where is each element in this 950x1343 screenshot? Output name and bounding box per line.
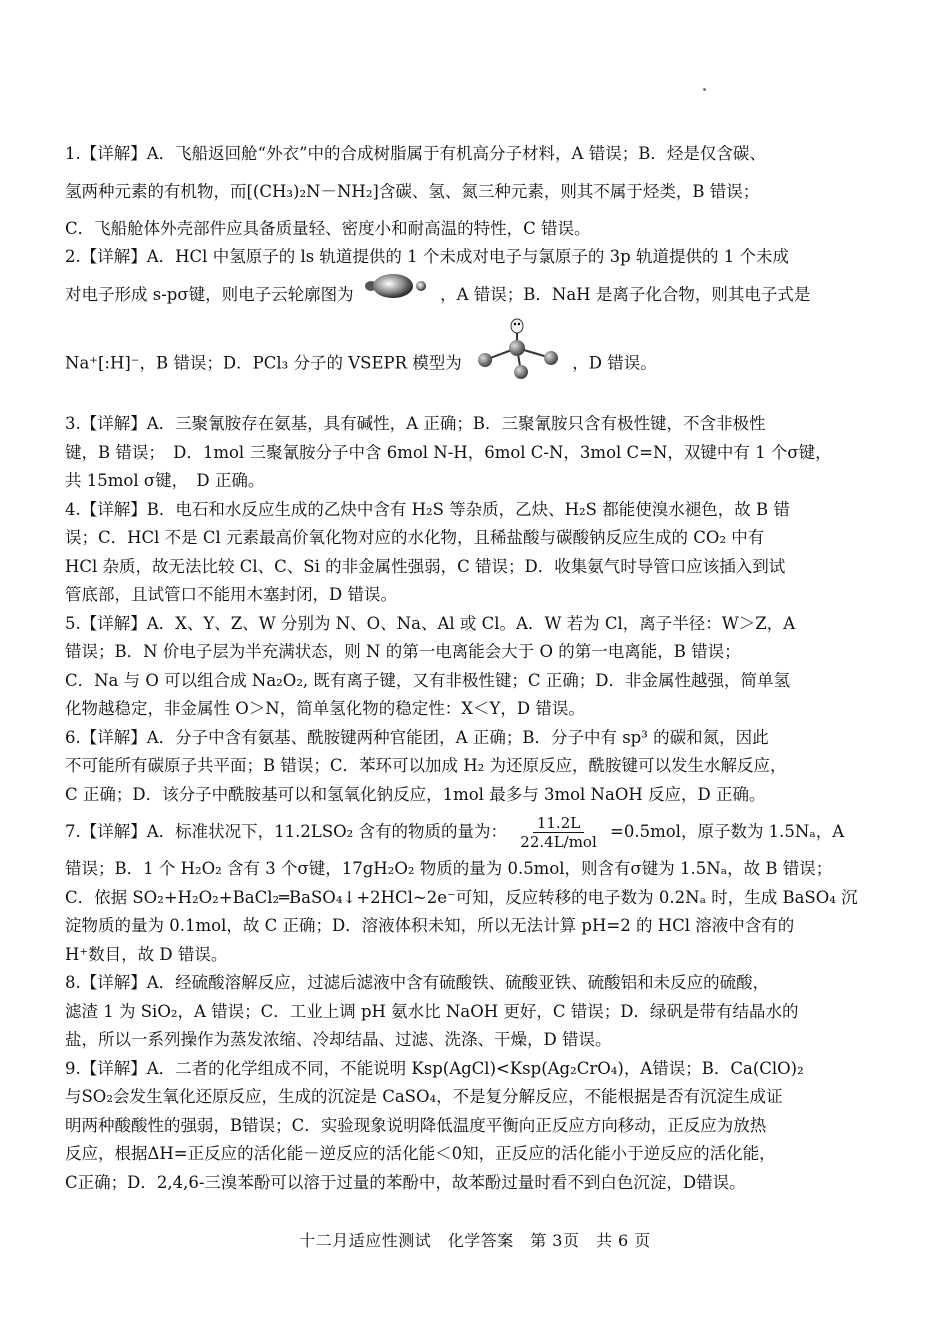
q7-line-2: 错误；B．1 个 H₂O₂ 含有 3 个σ键，17gH₂O₂ 物质的量为 0.5mol，则含有σ键为 1.5Nₐ，故 B 错误； bbox=[65, 859, 833, 878]
answer-content bbox=[65, 140, 885, 1197]
q2-line-3-text-b: ，D 错误。 bbox=[572, 353, 657, 373]
q4-line-1: 4.【详解】B．电石和水反应生成的乙炔中含有 H₂S 等杂质，乙炔、H₂S 都能使溴水褪色，故 B 错 bbox=[65, 499, 790, 519]
q7-line-1-text-b: =0.5mol，原子数为 1.5Nₐ，A bbox=[610, 822, 845, 841]
fraction-numerator: 11.2L bbox=[533, 814, 584, 833]
q6-line-1: 6.【详解】A．分子中含有氨基、酰胺键两种官能团，A 正确；B．分子中有 sp³ 的碳和氮，因此 bbox=[65, 727, 769, 747]
electron-cloud-diagram bbox=[363, 272, 431, 318]
q9-line-2: 与SO₂会发生氧化还原反应，生成的沉淀是 CaSO₄，不是复分解反应，不能根据是否有沉淀生成证 bbox=[65, 1087, 783, 1106]
q5-line-1: 5.【详解】A．X、Y、Z、W 分别为 N、O、Na、Al 或 Cl。A．W 若为 Cl，离子半径：W＞Z，A bbox=[65, 613, 796, 633]
q8-line-1: 8.【详解】A．经硫酸溶解反应，过滤后滤液中含有硫酸铁、硫酸亚铁、硫酸铝和未反应的硫酸， bbox=[65, 973, 770, 992]
q8-line-2: 滤渣 1 为 SiO₂，A 错误；C．工业上调 pH 氨水比 NaOH 更好，C 错误；D．绿矾是带有结晶水的 bbox=[65, 1001, 799, 1021]
vsepr-model-diagram bbox=[471, 318, 563, 410]
q4-line-3: HCl 杂质，故无法比较 Cl、C、Si 的非金属性强弱，C 错误；D．收集氨气时导管口应该插入到试 bbox=[65, 556, 786, 576]
q2-line-2 bbox=[65, 272, 885, 319]
q1-line-3: C．飞船舱体外壳部件应具备质量轻、密度小和耐高温的特性，C 错误。 bbox=[65, 218, 591, 238]
q3-line-2: 键，B 错误； D．1mol 三聚氰胺分子中含 6mol N-H，6mol C-N，3mol C=N，双键中有 1 个σ键， bbox=[65, 442, 832, 462]
q2-line-1: 2.【详解】A．HCl 中氢原子的 ls 轨道提供的 1 个未成对电子与氯原子的 3p 轨道提供的 1 个未成 bbox=[65, 247, 789, 266]
q8-line-3: 盐，所以一系列操作为蒸发浓缩、冷却结晶、过滤、洗涤、干燥，D 错误。 bbox=[65, 1030, 612, 1049]
q6-line-3: C 正确；D．该分子中酰胺基可以和氢氧化钠反应，1mol 最多与 3mol NaOH 反应，D 正确。 bbox=[65, 784, 766, 804]
q4-line-4: 管底部，且试管口不能用木塞封闭，D 错误。 bbox=[65, 585, 397, 604]
mole-fraction bbox=[516, 814, 600, 851]
q5-line-2: 错误；B．N 价电子层为半充满状态，则 N 的第一电离能会大于 O 的第一电离能，B 错误； bbox=[65, 642, 741, 661]
q9-line-3: 明两种酸酸性的强弱，B错误；C．实验现象说明降低温度平衡向正反应方向移动，正反应为放热 bbox=[65, 1115, 767, 1135]
q5-line-3: C．Na 与 O 可以组合成 Na₂O₂, 既有离子键，又有非极性键；C 正确；D．非金属性越强，简单氢 bbox=[65, 670, 791, 690]
page-mark bbox=[703, 88, 706, 91]
fraction-denominator: 22.4L/mol bbox=[520, 833, 597, 851]
q2-line-3-text: Na⁺[:H]⁻，B 错误；D．PCl₃ 分子的 VSEPR 模型为 bbox=[65, 353, 462, 373]
page-footer: 十二月适应性测试 化学答案 第 3页 共 6 页 bbox=[299, 1231, 651, 1250]
q9-line-4: 反应，根据ΔH=正反应的活化能－逆反应的活化能＜0知，正反应的活化能小于逆反应的活化能， bbox=[65, 1144, 776, 1163]
q2-line-3 bbox=[65, 318, 885, 410]
q7-line-1 bbox=[65, 809, 885, 855]
q3-line-3: 共 15mol σ键， D 正确。 bbox=[65, 471, 265, 490]
q9-line-1: 9.【详解】A．二者的化学组成不同，不能说明 Ksp(AgCl)<Ksp(Ag₂CrO₄)，A错误；B．Ca(ClO)₂ bbox=[65, 1058, 804, 1078]
q3-line-1: 3.【详解】A．三聚氰胺存在氨基，具有碱性，A 正确；B．三聚氰胺只含有极性键，不含非极性 bbox=[65, 414, 766, 433]
q7-line-5: H⁺数目，故 D 错误。 bbox=[65, 944, 228, 964]
q9-line-5: C正确；D．2,4,6-三溴苯酚可以溶于过量的苯酚中，故苯酚过量时看不到白色沉淀，D错误。 bbox=[65, 1172, 746, 1192]
q1-line-2: 氢两种元素的有机物，而[(CH₃)₂N－NH₂]含碳、氢、氮三种元素，则其不属于烃类，B 错误； bbox=[65, 181, 760, 201]
q5-line-4: 化物越稳定，非金属性 O＞N，简单氢化物的稳定性：X＜Y，D 错误。 bbox=[65, 699, 585, 718]
q7-line-1-text: 7.【详解】A．标准状况下，11.2LSO₂ 含有的物质的量为： bbox=[65, 822, 508, 841]
q4-line-2: 误；C．HCl 不是 Cl 元素最高价氧化物对应的水化物，且稀盐酸与碳酸钠反应生成的 CO₂ 中有 bbox=[65, 528, 765, 547]
q6-line-2: 不可能所有碳原子共平面；B 错误；C．苯环可以加成 H₂ 为还原反应，酰胺键可以发生水解反应， bbox=[65, 756, 787, 775]
q2-line-2-text: 对电子形成 s-pσ键，则电子云轮廓图为 bbox=[65, 284, 354, 304]
q1-line-1: 1.【详解】A．飞船返回舱“外衣”中的合成树脂属于有机高分子材料，A 错误；B．烃是仅含碳、 bbox=[65, 144, 766, 163]
q7-line-3: C．依据 SO₂+H₂O₂+BaCl₂═BaSO₄↓+2HCl~2e⁻可知，反应转移的电子数为 0.2Nₐ 时，生成 BaSO₄ 沉 bbox=[65, 887, 858, 907]
q7-line-4: 淀物质的量为 0.1mol，故 C 正确；D．溶液体积未知，所以无法计算 pH=2 的 HCl 溶液中含有的 bbox=[65, 916, 795, 935]
q2-line-2-text-b: ，A 错误；B．NaH 是离子化合物，则其电子式是 bbox=[440, 284, 811, 304]
